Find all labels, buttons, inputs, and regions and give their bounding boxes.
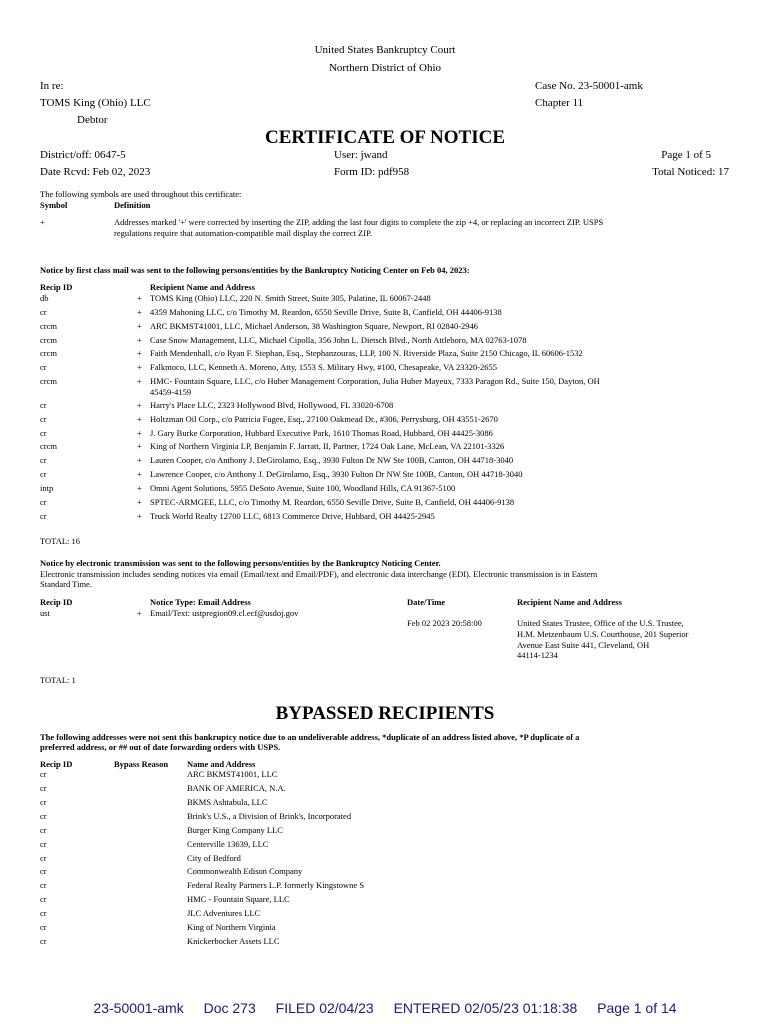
recip-id: cr [40,908,47,918]
recipient-address: SPTEC-ARMGEE, LLC, c/o Timothy M. Reardon, 6550 Seville Drive, Suite B, Canfield, OH 44406-9138 [150,497,515,507]
recipient-address: Case Snow Management, LLC, Michael Cipolla, 356 John L. Dietsch Blvd., North Attleboro, MA 02763-1078 [150,335,527,345]
recip-id: cr [40,894,47,904]
recip-id: crcm [40,335,57,345]
recip-id: cr [40,400,47,410]
bypass-reason-header: Bypass Reason [114,759,169,769]
debtor-name: TOMS King (Ohio) LLC [40,97,151,109]
recipient-address-cont: H.M. Metzenbaum U.S. Courthouse, 201 Superior [517,629,689,639]
recipient-address: Holtzman Oil Corp., c/o Patricia Fugee, Esq., 27100 Oakmead Dr., #306, Perrysburg, OH 43551-2670 [150,414,498,424]
definition-column-header: Definition [114,200,151,210]
bypassed-name: JLC Adventures LLC [187,908,261,918]
debtor-label: Debtor [77,114,108,126]
recipient-address: TOMS King (Ohio) LLC, 220 N. Smith Street, Suite 305, Palatine, IL 60067-2448 [150,293,431,303]
footer-filed-date: FILED 02/04/23 [275,1000,374,1016]
electronic-heading: Notice by electronic transmission was sent to the following persons/entities by the Bankruptcy Noticing Center. [40,558,441,568]
bypassed-name: Burger King Company LLC [187,825,283,835]
date-received: Date Rcvd: Feb 02, 2023 [40,166,151,178]
recipient-address: Harry's Place LLC, 2323 Hollywood Blvd, Hollywood, FL 33020-6708 [150,400,394,410]
recip-id-header: Recip ID [40,759,73,769]
zip-corrected-mark: + [137,400,142,410]
recipient-address: King of Northern Virginia LP, Benjamin F. Jarratt, II, Partner, 1724 Oak Lane, McLean, VA 22101-3326 [150,441,505,451]
recipient-address-cont: 45459-4159 [150,387,192,397]
recip-id: ust [40,608,50,618]
email-address: Email/Text: ustpregion09.cl.ecf@usdoj.gov [150,608,299,618]
electronic-total: TOTAL: 1 [40,675,76,685]
footer-entered-date: ENTERED 02/05/23 01:18:38 [393,1000,578,1016]
recipient-address: 4359 Mahoning LLC, c/o Timothy M. Reardon, 6550 Seville Drive, Suite B, Canfield, OH 44406-9138 [150,307,502,317]
bypassed-name: Knickerbocker Assets LLC [187,936,280,946]
recipient-address: Lauren Cooper, c/o Anthony J. DeGirolamo, Esq., 3930 Fulton Dr NW Ste 100B, Canton, OH 44718-3040 [150,455,514,465]
symbols-intro: The following symbols are used throughout this certificate: [40,189,242,199]
footer-case-number: 23-50001-amk [93,1000,184,1016]
symbol-column-header: Symbol [40,200,68,210]
bypassed-name: City of Bedford [187,853,241,863]
recip-id-header: Recip ID [40,282,73,292]
bypassed-name: BANK OF AMERICA, N.A. [187,783,286,793]
recip-id: cr [40,428,47,438]
zip-corrected-mark: + [137,511,142,521]
recipient-address-cont: 44114-1234 [517,650,558,660]
case-number: Case No. 23-50001-amk [535,80,643,92]
page-number: Page 1 of 5 [661,149,711,161]
recip-id: cr [40,853,47,863]
bypassed-description-cont: preferred address, or ## out of date forwarding orders with USPS. [40,742,281,752]
zip-corrected-mark: + [137,469,142,479]
zip-corrected-mark: + [137,428,142,438]
recip-id-header: Recip ID [40,597,73,607]
recip-id: cr [40,936,47,946]
bypassed-name: Commonwealth Edison Company [187,866,303,876]
zip-corrected-mark: + [137,348,142,358]
zip-corrected-mark: + [137,483,142,493]
zip-corrected-mark: + [137,414,142,424]
recip-id: cr [40,769,47,779]
zip-corrected-mark: + [137,293,142,303]
notice-datetime: Feb 02 2023 20:58:00 [407,618,482,628]
bypassed-name: Brink's U.S., a Division of Brink's, Incorporated [187,811,352,821]
recip-id: cr [40,307,47,317]
recip-id: cr [40,922,47,932]
recip-id: cr [40,783,47,793]
recip-id: cr [40,414,47,424]
recip-id: crcm [40,376,57,386]
recip-id: crcm [40,348,57,358]
symbol-definition: Addresses marked '+' were corrected by inserting the ZIP, adding the last four digits to complete the zip +4, or replacing an incorrect ZIP. USPS [114,217,604,227]
recipient-address-cont: Avenue East Suite 441, Cleveland, OH [517,640,650,650]
recipient-address: ARC BKMST41001, LLC, Michael Anderson, 38 Washington Square, Newport, RI 02840-2946 [150,321,479,331]
recip-id: cr [40,839,47,849]
recip-id: cr [40,797,47,807]
recip-id: cr [40,866,47,876]
footer-doc-number: Doc 273 [203,1000,256,1016]
form-id: Form ID: pdf958 [334,166,410,178]
symbol-definition-cont: regulations require that automation-compatible mail display the correct ZIP. [114,228,372,238]
bypassed-name: Centerville 13639, LLC [187,839,269,849]
zip-corrected-mark: + [137,497,142,507]
recip-id: cr [40,497,47,507]
bypassed-name: King of Northern Virginia [187,922,276,932]
recipient-address: J. Gary Burke Corporation, Hubbard Executive Park, 1610 Thomas Road, Hubbard, OH 44425-3086 [150,428,493,438]
bypassed-title: BYPASSED RECIPIENTS [275,703,495,724]
recip-id: cr [40,455,47,465]
court-name: United States Bankruptcy Court [314,44,456,56]
recipient-address: Lawrence Cooper, c/o Anthony J. DeGirolamo, Esq., 3930 Fulton Dr NW Ste 100B, Canton, OH 44718-3040 [150,469,523,479]
recip-id: cr [40,880,47,890]
district-office: District/off: 0647-5 [40,149,126,161]
bypassed-name: ARC BKMST41001, LLC [187,769,278,779]
recip-id: intp [40,483,54,493]
total-noticed: Total Noticed: 17 [652,166,729,178]
recip-id: crcm [40,321,57,331]
electronic-description-cont: Standard Time. [40,579,92,589]
bypassed-description: The following addresses were not sent this bankruptcy notice due to an undeliverable address, *duplicate of an address listed above, *P duplicate of a [40,732,580,742]
zip-corrected-mark: + [137,362,142,372]
zip-corrected-mark: + [137,307,142,317]
electronic-description: Electronic transmission includes sending notices via email (Email/text and Email/PDF), and electronic data interchange (EDI). Electronic transmission is in Eastern [40,569,598,579]
recip-id: db [40,293,49,303]
user: User: jwand [334,149,388,161]
filing-footer [0,1000,770,1016]
zip-corrected-mark: + [137,335,142,345]
recipient-address: HMC- Fountain Square, LLC, c/o Huber Management Corporation, Julia Huber Mayeux, 7333 Paragon Rd., Suite 150, Dayton, OH [150,376,600,386]
zip-corrected-mark: + [137,455,142,465]
bypassed-name: Federal Realty Partners L.P. formerly Kingstowne S [187,880,365,890]
zip-corrected-mark: + [137,376,142,386]
recipient-header: Recipient Name and Address [150,282,255,292]
symbol-plus: + [40,217,45,227]
recip-id: cr [40,469,47,479]
recip-id: cr [40,362,47,372]
footer-page-number: Page 1 of 14 [597,1000,677,1016]
zip-corrected-mark: + [137,441,142,451]
zip-corrected-mark: + [137,608,142,618]
recip-id: crcm [40,441,57,451]
recip-id: cr [40,825,47,835]
bypassed-name: HMC - Fountain Square, LLC [187,894,290,904]
chapter: Chapter 11 [535,97,584,109]
first-class-heading: Notice by first class mail was sent to the following persons/entities by the Bankruptcy Noticing Center on Feb 04, 2023: [40,265,470,275]
court-district: Northern District of Ohio [328,62,442,74]
recipient-address: Omni Agent Solutions, 5955 DeSoto Avenue, Suite 100, Woodland Hills, CA 91367-5100 [150,483,456,493]
datetime-header: Date/Time [407,597,446,607]
recipient-address: Truck World Realty 12700 LLC, 6813 Commerce Drive, Hubbard, OH 44425-2945 [150,511,435,521]
recipient-address: Falkmoco, LLC, Kenneth A. Moreno, Atty, 1553 S. Military Hwy, #100, Chesapeake, VA 23320-2655 [150,362,498,372]
page-title: CERTIFICATE OF NOTICE [264,127,506,148]
notice-type-header: Notice Type: Email Address [150,597,251,607]
recipient-address: United States Trustee, Office of the U.S. Trustee, [517,618,684,628]
recipient-header: Recipient Name and Address [517,597,622,607]
in-re-label: In re: [40,80,64,92]
zip-corrected-mark: + [137,321,142,331]
first-class-total: TOTAL: 16 [40,536,81,546]
recipient-address: Faith Mendenhall, c/o Ryan F. Stephan, Esq., Stephanzouras, LLP, 100 N. Riverside Plaza, Suite 2150 Chicago, IL 60606-1532 [150,348,583,358]
bypassed-name: BKMS Ashtabula, LLC [187,797,268,807]
recip-id: cr [40,511,47,521]
recip-id: cr [40,811,47,821]
name-address-header: Name and Address [187,759,256,769]
